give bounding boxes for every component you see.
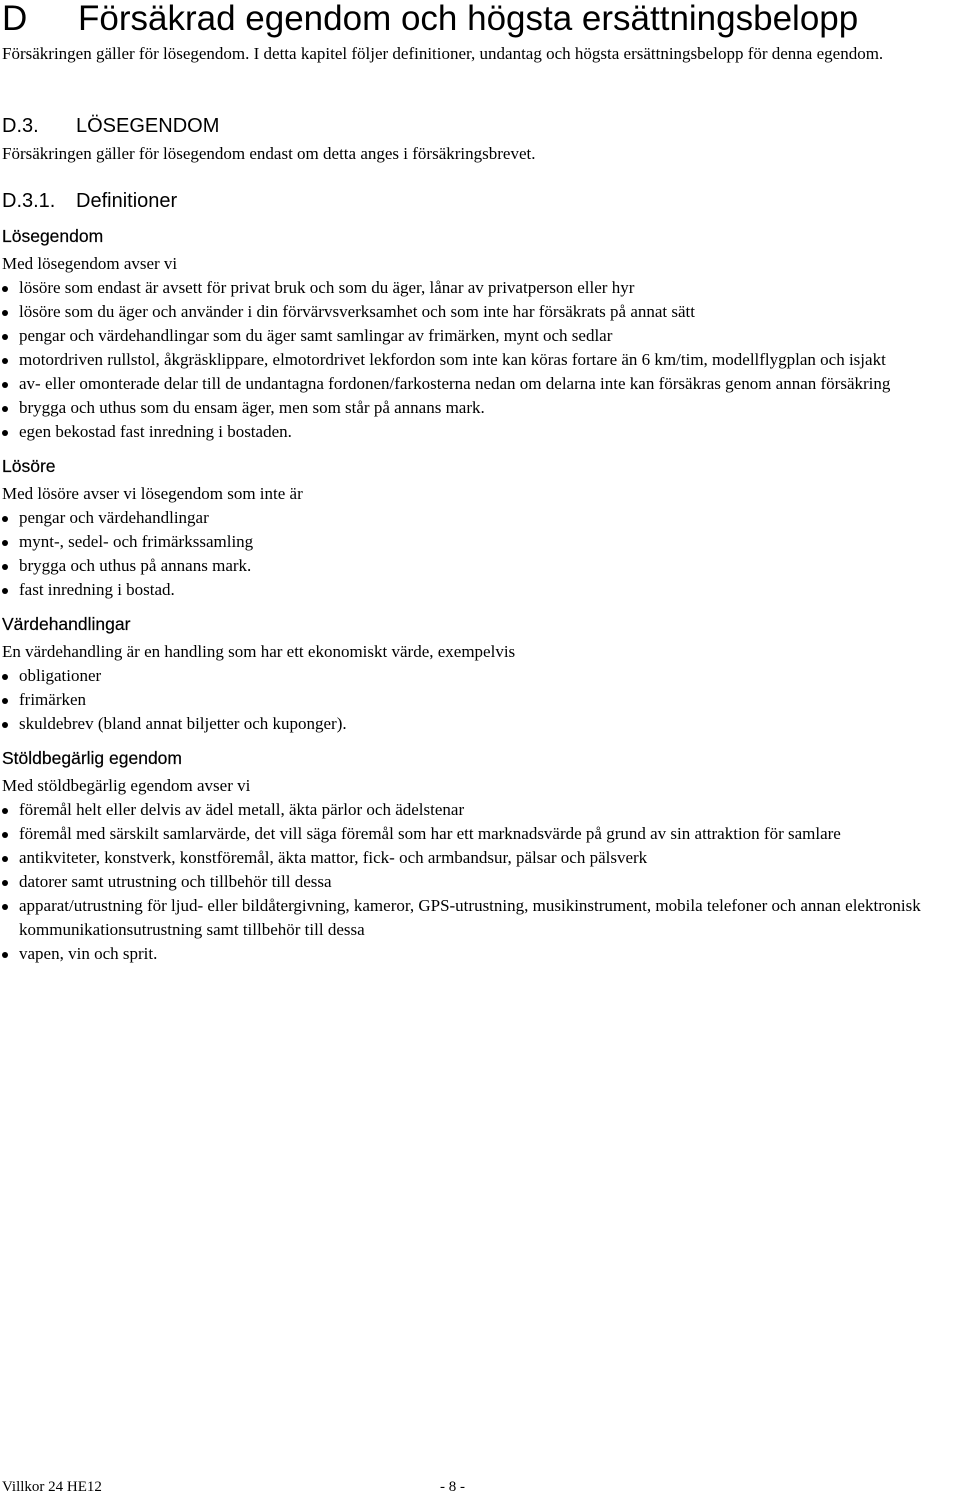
definition-losore: [2, 454, 958, 602]
list-item: av- eller omonterade delar till de undantagna fordonen/farkosterna nedan om delarna inte kan försäkras genom annan försäkring: [2, 372, 958, 396]
definition-lead: Med lösegendom avser vi: [2, 254, 178, 273]
definition-list: [2, 276, 958, 444]
definition-term: Värdehandlingar: [2, 614, 131, 634]
definition-lead: Med stöldbegärlig egendom avser vi: [2, 776, 251, 795]
list-item: föremål helt eller delvis av ädel metall, äkta pärlor och ädelstenar: [2, 798, 958, 822]
list-item: skuldebrev (bland annat biljetter och kuponger).: [2, 712, 958, 736]
list-item: fast inredning i bostad.: [2, 578, 958, 602]
chapter-title: Försäkrad egendom och högsta ersättningsbelopp: [78, 0, 859, 38]
definitions-body: [2, 224, 958, 966]
chapter-number: D: [2, 0, 28, 38]
list-item: obligationer: [2, 664, 958, 688]
chapter-intro: Försäkringen gäller för lösegendom. I detta kapitel följer definitioner, undantag och högsta ersättningsbelopp för denna egendom.: [2, 44, 884, 63]
definition-term: Stöldbegärlig egendom: [2, 748, 182, 768]
subsection-heading: [2, 188, 177, 214]
subsection-number: D.3.1.: [2, 190, 56, 212]
list-item: apparat/utrustning för ljud- eller bildåtergivning, kameror, GPS-utrustning, musikinstrument, mobila telefoner och annan elektronisk kommunikationsutrustning samt tillbehör till dessa: [2, 894, 958, 942]
list-item: mynt-, sedel- och frimärkssamling: [2, 530, 958, 554]
list-item: motordriven rullstol, åkgräsklippare, elmotordrivet lekfordon som inte kan köras fortare än 6 km/tim, modellflygplan och isjakt: [2, 348, 958, 372]
list-item: vapen, vin och sprit.: [2, 942, 958, 966]
list-item: lösöre som endast är avsett för privat bruk och som du äger, lånar av privatperson eller hyr: [2, 276, 958, 300]
list-item: brygga och uthus som du ensam äger, men som står på annans mark.: [2, 396, 958, 420]
list-item: datorer samt utrustning och tillbehör till dessa: [2, 870, 958, 894]
chapter-heading: [2, 0, 858, 41]
definition-list: [2, 664, 958, 736]
definition-term: Lösöre: [2, 456, 56, 476]
subsection-title: Definitioner: [76, 190, 178, 212]
definition-stoldbegarlig-egendom: [2, 746, 958, 966]
definition-lead: En värdehandling är en handling som har ett ekonomiskt värde, exempelvis: [2, 642, 516, 661]
definition-lead: Med lösöre avser vi lösegendom som inte är: [2, 484, 303, 503]
definition-term: Lösegendom: [2, 226, 104, 246]
footer-document-name: Villkor 24 HE12: [2, 1479, 102, 1495]
definition-losegendom: [2, 224, 958, 444]
list-item: brygga och uthus på annans mark.: [2, 554, 958, 578]
list-item: frimärken: [2, 688, 958, 712]
section-number: D.3.: [2, 115, 39, 137]
section-title: LÖSEGENDOM: [76, 115, 220, 137]
section-heading: [2, 113, 219, 139]
list-item: lösöre som du äger och använder i din förvärvsverksamhet och som inte har försäkrats på annat sätt: [2, 300, 958, 324]
list-item: pengar och värdehandlingar som du äger samt samlingar av frimärken, mynt och sedlar: [2, 324, 958, 348]
section-text: Försäkringen gäller för lösegendom endast om detta anges i försäkringsbrevet.: [2, 144, 536, 163]
definition-list: [2, 506, 958, 602]
list-item: antikviteter, konstverk, konstföremål, äkta mattor, fick- och armbandsur, pälsar och pälsverk: [2, 846, 958, 870]
definition-list: [2, 798, 958, 966]
footer-page-number: - 8 -: [440, 1479, 465, 1495]
definition-vardehandlingar: [2, 612, 958, 736]
list-item: pengar och värdehandlingar: [2, 506, 958, 530]
list-item: föremål med särskilt samlarvärde, det vill säga föremål som har ett marknadsvärde på grund av sin attraktion för samlare: [2, 822, 958, 846]
list-item: egen bekostad fast inredning i bostaden.: [2, 420, 958, 444]
